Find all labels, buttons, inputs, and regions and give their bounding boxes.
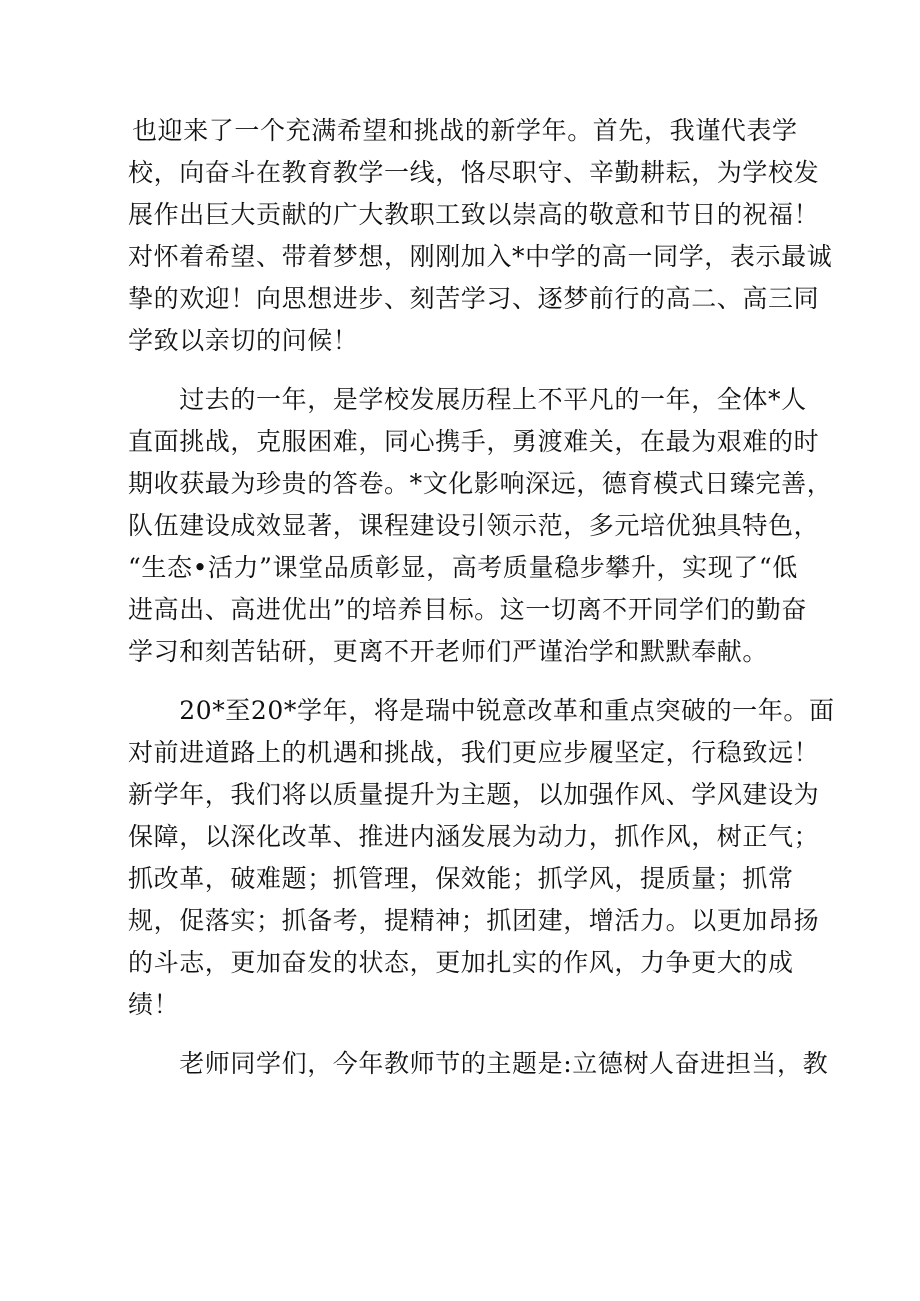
text-line: 队伍建设成效显著，课程建设引领示范，多元培优独具特色， xyxy=(128,511,820,540)
text-line: “生态•活力”课堂品质彰显，高考质量稳步攀升，实现了“低 xyxy=(128,553,798,582)
text-line: 期收获最为珍贵的答卷。*文化影响深远，德育模式日臻完善， xyxy=(128,469,833,498)
paragraph xyxy=(128,379,833,673)
text-line: 直面挑战，克服困难，同心携手，勇渡难关，在最为艰难的时 xyxy=(128,427,820,456)
text-line: 对前进道路上的机遇和挑战，我们更应步履坚定，行稳致远！ xyxy=(128,738,820,767)
text-line: 老师同学们，今年教师节的主题是:立德树人奋进担当，教 xyxy=(128,1049,829,1078)
text-line: 学致以亲切的问候！ xyxy=(128,326,359,355)
text-line: 也迎来了一个充满希望和挑战的新学年。首先，我谨代表学 xyxy=(132,116,798,145)
text-line: 绩！ xyxy=(128,990,180,1019)
body-text xyxy=(128,110,835,1102)
text-line: 过去的一年，是学校发展历程上不平凡的一年，全体*人 xyxy=(128,385,807,414)
text-line: 的斗志，更加奋发的状态，更加扎实的作风，力争更大的成 xyxy=(128,948,794,977)
text-line: 20*至20*学年，将是瑞中锐意改革和重点突破的一年。面 xyxy=(128,696,835,725)
text-line: 挚的欢迎！向思想进步、刻苦学习、逐梦前行的高二、高三同 xyxy=(128,284,820,313)
text-line: 抓改革，破难题；抓管理，保效能；抓学风，提质量；抓常 xyxy=(128,864,794,893)
text-line: 学习和刻苦钻研，更离不开老师们严谨治学和默默奉献。 xyxy=(128,637,769,666)
text-line: 进高出、高进优出”的培养目标。这一切离不开同学们的勤奋 xyxy=(128,595,807,624)
text-line: 展作出巨大贡献的广大教职工致以崇高的敬意和节日的祝福！ xyxy=(128,200,820,229)
text-line: 校，向奋斗在教育教学一线，恪尽职守、辛勤耕耘，为学校发 xyxy=(128,158,820,187)
text-line: 新学年，我们将以质量提升为主题，以加强作风、学风建设为 xyxy=(128,780,820,809)
text-line: 对怀着希望、带着梦想，刚刚加入*中学的高一同学，表示最诚 xyxy=(128,242,833,271)
paragraph xyxy=(128,110,833,362)
text-line: 保障，以深化改革、推进内涵发展为动力，抓作风，树正气； xyxy=(128,822,820,851)
text-line: 规，促落实；抓备考，提精神；抓团建，增活力。以更加昂扬 xyxy=(128,906,820,935)
paragraph xyxy=(128,1043,829,1085)
paragraph xyxy=(128,690,835,1026)
